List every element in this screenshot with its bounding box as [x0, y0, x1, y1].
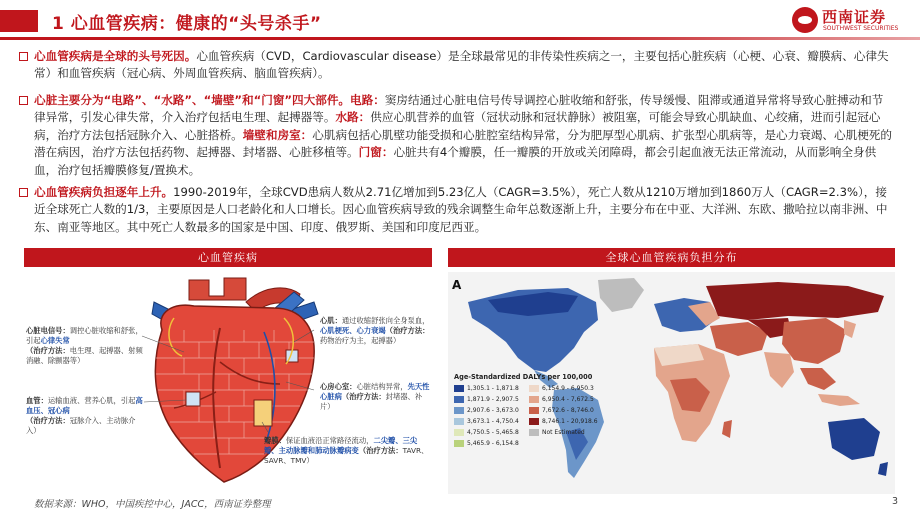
legend-label: 1,871.9 - 2,907.5	[467, 396, 519, 403]
paragraph-lead: 心血管疾病负担逐年上升。	[34, 185, 174, 199]
company-logo	[792, 6, 914, 36]
logo-name-en: SOUTHWEST SECURITIES	[823, 25, 899, 32]
paragraph-text: 1990-2019年，全球CVD患病人数从2.71亿增加到5.23亿人（CAGR=3.5%），死亡人数从1210万增加到1860万人（CAGR=2.3%），接近全球死亡人数的1/3，主要原因是人口老龄化和人口增长。因心血管疾病导致的残余调整生命年总数逐渐上升，主要分布在中亚、大洋洲、东欧、撒哈拉以南非洲、中东、南亚等地区。其中死亡人数最多的国家是中国、印度、俄罗斯、美国和印度尼西亚。	[34, 185, 888, 234]
legend-title: Age-Standardized DALYs per 100,000	[454, 373, 593, 381]
legend-swatch	[529, 429, 539, 436]
callout-valves: 瓣膜：保证血液沿正常路径流动，二尖瓣、三尖瓣、主动脉瓣和肺动脉瓣病变（治疗方法：TAVR、SAVR、TMV）	[264, 436, 429, 465]
legend-swatch	[529, 407, 539, 414]
bullet-square-icon	[19, 96, 28, 105]
legend-swatch	[529, 418, 539, 425]
text-wall: 心肌病包括心肌壁功能受损和心脏腔室结构异常，分为肥厚型心肌病、扩张型心肌病等，是心力衰竭、心肌梗死的潜在病因，治疗方法包括药物、起搏器、封堵器、心脏移植等。	[34, 127, 892, 160]
callout-electric-signal: 心脏电信号：调控心脏收缩和舒张，引起心律失常 （治疗方法：电生理、起搏器、射频消融、除颤器等）	[26, 326, 143, 365]
legend-label: 2,907.6 - 3,673.0	[467, 407, 519, 414]
page-number: 3	[892, 496, 899, 507]
legend-label: 7,672.6 - 8,746.0	[542, 407, 594, 414]
logo-emblem-icon	[792, 7, 818, 33]
legend-label: Not Estimated	[542, 429, 585, 436]
keyword-wall: 墙壁和房室：	[242, 127, 313, 142]
legend-swatch	[454, 385, 464, 392]
logo-name-cn: 西南证券	[822, 8, 887, 26]
legend-swatch	[454, 429, 464, 436]
text-circuit: 窦房结通过心脏电信号传导调控心脏收缩和舒张，传导缓慢、阻滞或通道异常将导致心脏搏动和节律异常，引发心律失常，介入治疗包括电生理、起搏器等。	[34, 93, 884, 125]
legend-item	[454, 385, 519, 395]
callout-chambers: 心房心室：心脏结构异常，先天性心脏病（治疗方法：封堵器、补片）	[320, 382, 430, 411]
paragraph-text: 心血管疾病（CVD，Cardiovascular disease）是全球最常见的非传染性疾病之一，主要包括心脏疾病（心梗、心衰、瓣膜病、心律失常）和血管疾病（冠心病、外周血管疾病、脑血管疾病）。	[34, 49, 889, 81]
legend-item	[529, 407, 594, 417]
legend-item	[529, 429, 585, 439]
legend-item	[529, 385, 594, 395]
legend-swatch	[454, 396, 464, 403]
bullet-square-icon	[19, 52, 28, 61]
paragraph-lead: 心脏主要分为“电路”、“水路”、“墙壁”和“门窗”四大部件。	[34, 93, 351, 107]
text-door: 心脏共有4个瓣膜，任一瓣膜的开放或关闭障碍，都会引起血液无法正常流动，从而影响全身供血，治疗包括瓣膜修复/置换术。	[34, 145, 877, 177]
paragraph-lead: 心血管疾病是全球的头号死因。	[34, 49, 197, 63]
legend-item	[529, 396, 594, 406]
header-accent-block	[0, 10, 38, 32]
keyword-waterway: 水路：	[335, 110, 371, 125]
legend-item	[529, 418, 598, 428]
keyword-circuit: 电路：	[350, 93, 385, 107]
legend-swatch	[454, 418, 464, 425]
legend-label: 8,746.1 - 20,918.6	[542, 418, 598, 425]
bullet-square-icon	[19, 188, 28, 197]
page-title: 1 心血管疾病：健康的“头号杀手”	[52, 14, 322, 34]
header-divider	[0, 37, 920, 40]
legend-item	[454, 418, 519, 428]
legend-swatch	[454, 440, 464, 447]
legend-label: 6,154.9 - 6,950.3	[542, 385, 594, 392]
paragraph-overview	[34, 48, 892, 83]
callout-myocardium: 心肌：通过收缩舒张向全身泵血，心肌梗死、心力衰竭（治疗方法：药物治疗为主，起搏器）	[320, 316, 430, 345]
world-map-figure	[448, 272, 895, 494]
legend-item	[454, 407, 519, 417]
legend-swatch	[454, 407, 464, 414]
legend-swatch	[529, 385, 539, 392]
left-panel-title: 心血管疾病	[24, 248, 432, 267]
legend-label: 6,950.4 - 7,672.5	[542, 396, 594, 403]
heart-diagram	[24, 272, 432, 494]
legend-label: 4,750.5 - 5,465.8	[467, 429, 519, 436]
legend-label: 3,673.1 - 4,750.4	[467, 418, 519, 425]
legend-label: 5,465.9 - 6,154.8	[467, 440, 519, 447]
callout-blood-vessel: 血管：运输血液、营养心肌，引起高血压、冠心病 （治疗方法：冠脉介入、主动脉介入）	[26, 396, 143, 435]
legend-item	[454, 440, 519, 450]
right-panel-title: 全球心血管疾病负担分布	[448, 248, 895, 267]
data-source: 数据来源：WHO，中国疾控中心，JACC，西南证券整理	[34, 499, 271, 510]
legend-item	[454, 396, 519, 406]
paragraph-burden	[34, 184, 892, 236]
panel-letter: A	[452, 278, 462, 292]
legend-item	[454, 429, 519, 439]
world-choropleth-map	[448, 272, 895, 494]
paragraph-heart-parts	[34, 92, 892, 179]
keyword-door: 门窗：	[358, 145, 394, 160]
legend-label: 1,305.1 - 1,871.8	[467, 385, 519, 392]
text-waterway: 供应心肌营养的血管（冠状动脉和冠状静脉）被阻塞，可能会导致心肌缺血、心绞痛，进而引起冠心病，治疗方法包括冠脉介入、心脏搭桥。	[34, 110, 881, 142]
legend-swatch	[529, 396, 539, 403]
